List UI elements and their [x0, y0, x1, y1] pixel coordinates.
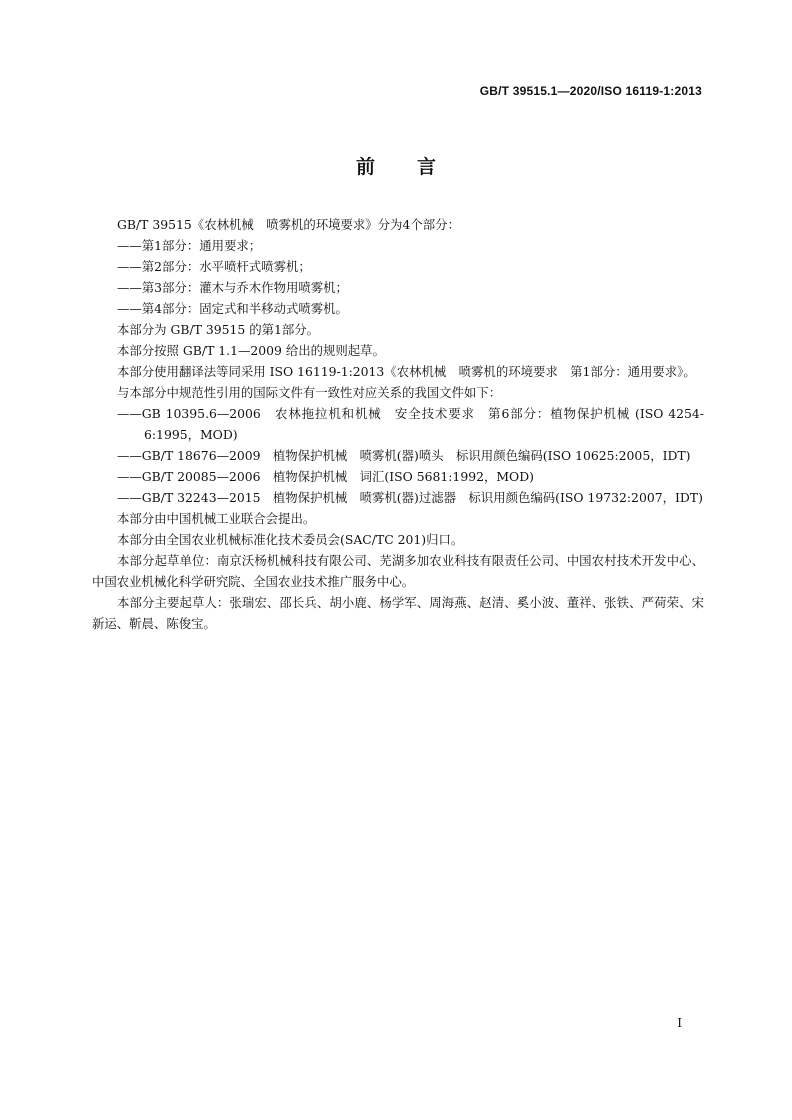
centralized-paragraph: 本部分由全国农业机械标准化技术委员会(SAC/TC 201)归口。 [117, 532, 464, 547]
part-item: ——第2部分：水平喷杆式喷雾机； [117, 259, 311, 274]
foreword-body [92, 214, 704, 634]
page-number: I [677, 1016, 682, 1030]
standard-number: GB/T 39515.1—2020/ISO 16119-1:2013 [479, 84, 702, 98]
intro-paragraph: GB/T 39515《农林机械 喷雾机的环境要求》分为4个部分： [117, 217, 460, 232]
translation-paragraph: 本部分使用翻译法等同采用 ISO 16119-1:2013《农林机械 喷雾机的环境要求 第1部分：通用要求》。 [117, 364, 696, 379]
proposed-paragraph: 本部分由中国机械工业联合会提出。 [117, 511, 316, 526]
drafting-rules-paragraph: 本部分按照 GB/T 1.1—2009 给出的规则起草。 [117, 343, 385, 358]
drafters-paragraph: 本部分主要起草人：张瑞宏、邵长兵、胡小鹿、杨学军、周海燕、赵清、奚小波、董祥、张铁、严荷荣、宋新运、靳晨、陈俊宝。 [92, 595, 704, 631]
part-item: ——第4部分：固定式和半移动式喷雾机。 [117, 301, 348, 316]
part-item: ——第1部分：通用要求； [117, 238, 262, 253]
refs-intro-paragraph: 与本部分中规范性引用的国际文件有一致性对应关系的我国文件如下： [117, 385, 502, 400]
this-part-paragraph: 本部分为 GB/T 39515 的第1部分。 [117, 322, 320, 337]
reference-item: ——GB 10395.6—2006 农林拖拉机和机械 安全技术要求 第6部分：植物保护机械 (ISO 4254-6:1995，MOD) [117, 406, 704, 442]
reference-item: ——GB/T 20085—2006 植物保护机械 词汇(ISO 5681:1992，MOD) [117, 469, 534, 484]
drafting-units-paragraph: 本部分起草单位：南京沃杨机械科技有限公司、芜湖多加农业科技有限责任公司、中国农村技术开发中心、中国农业机械化科学研究院、全国农业技术推广服务中心。 [92, 553, 704, 589]
reference-item: ——GB/T 18676—2009 植物保护机械 喷雾机(器)喷头 标识用颜色编码(ISO 10625:2005，IDT) [117, 448, 691, 463]
page-title: 前言 [355, 156, 478, 178]
reference-item: ——GB/T 32243—2015 植物保护机械 喷雾机(器)过滤器 标识用颜色编码(ISO 19732:2007，IDT) [117, 490, 703, 505]
part-item: ——第3部分：灌木与乔木作物用喷雾机； [117, 280, 348, 295]
